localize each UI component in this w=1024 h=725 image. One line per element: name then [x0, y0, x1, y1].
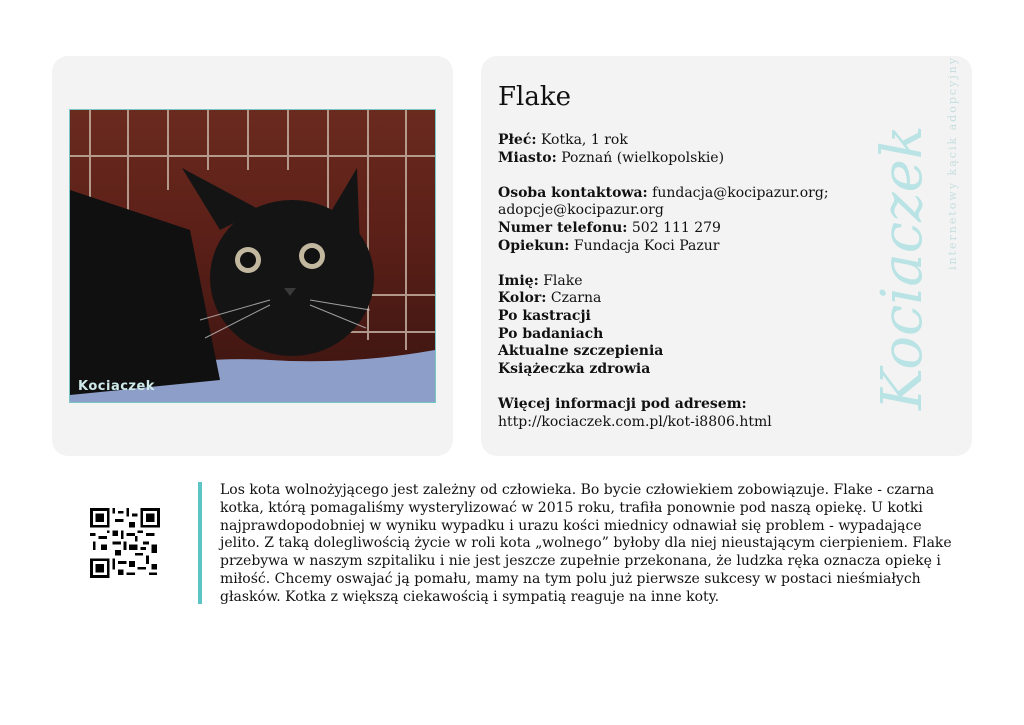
feature-vaccinated: Aktualne szczepienia	[498, 343, 664, 360]
watermark-tagline: internetowy kącik adopcyjny	[946, 56, 959, 270]
contact-email-2[interactable]: adopcje@kocipazur.org	[498, 202, 664, 219]
cat-details	[498, 132, 858, 431]
city-label: Miasto:	[498, 149, 557, 166]
spacer	[498, 255, 858, 273]
photo-card	[52, 56, 453, 456]
watermark-brand: Kociaczek	[870, 125, 935, 410]
accent-divider	[198, 482, 202, 604]
sex-value: Kotka, 1 rok	[540, 132, 628, 148]
city-row	[498, 150, 858, 168]
spacer	[498, 378, 858, 396]
caretaker-row	[498, 238, 858, 256]
cat-photo-illustration	[70, 110, 435, 402]
photo-watermark-logo: Kociaczek	[78, 379, 155, 394]
name-row	[498, 273, 858, 291]
phone-value: 502 111 279	[631, 219, 721, 236]
phone-row	[498, 220, 858, 238]
phone-label: Numer telefonu:	[498, 219, 628, 236]
color-value: Czarna	[550, 290, 602, 307]
contact-email-1[interactable]: fundacja@kocipazur.org;	[652, 184, 829, 201]
feature-examined: Po badaniach	[498, 325, 604, 342]
cat-name: Flake	[498, 82, 571, 112]
sex-label: Płeć:	[498, 132, 537, 148]
city-value: Poznań (wielkopolskie)	[561, 149, 725, 166]
color-label: Kolor:	[498, 290, 547, 307]
more-info-link[interactable]: http://kociaczek.com.pl/kot-i8806.html	[498, 413, 772, 430]
name-label: Imię:	[498, 272, 539, 289]
contact-label: Osoba kontaktowa:	[498, 184, 648, 201]
sex-row	[498, 132, 858, 150]
caretaker-value: Fundacja Koci Pazur	[573, 237, 720, 254]
cat-description: Los kota wolnożyjącego jest zależny od człowieka. Bo bycie człowiekiem zobowiązuje. Flake - czarna kotka, którą pomagaliśmy wysterylizować w 2015 roku, trafiła ponownie pod naszą opiekę. U kotki najprawdopodobniej w wyniku wypadku i urazu kości miednicy odnawiał się problem - wypadające jelito. Z taką dolegliwością życie w roli kota „wolnego” byłoby dla niej nieustającym cierpieniem. Flake przebywa w naszym szpitaliku i nie jest jeszcze zupełnie przekonana, że ludzka ręka oznacza opiekę i miłość. Chcemy oswajać ją pomału, mamy na tym polu już pierwsze sukcesy w postaci nieśmiałych głasków. Kotka z większą ciekawością i sympatią reaguje na inne koty.	[220, 482, 952, 605]
info-card	[481, 56, 972, 456]
feature-health-book: Książeczka zdrowia	[498, 360, 651, 377]
qr-code	[90, 508, 160, 578]
cat-photo	[69, 109, 436, 403]
feature-castrated: Po kastracji	[498, 307, 591, 324]
spacer	[498, 167, 858, 185]
contact-row	[498, 185, 858, 203]
name-value: Flake	[543, 272, 583, 289]
kociaczek-watermark	[848, 56, 959, 430]
color-row	[498, 290, 858, 308]
caretaker-label: Opiekun:	[498, 237, 570, 254]
more-info-label: Więcej informacji pod adresem:	[498, 395, 747, 412]
